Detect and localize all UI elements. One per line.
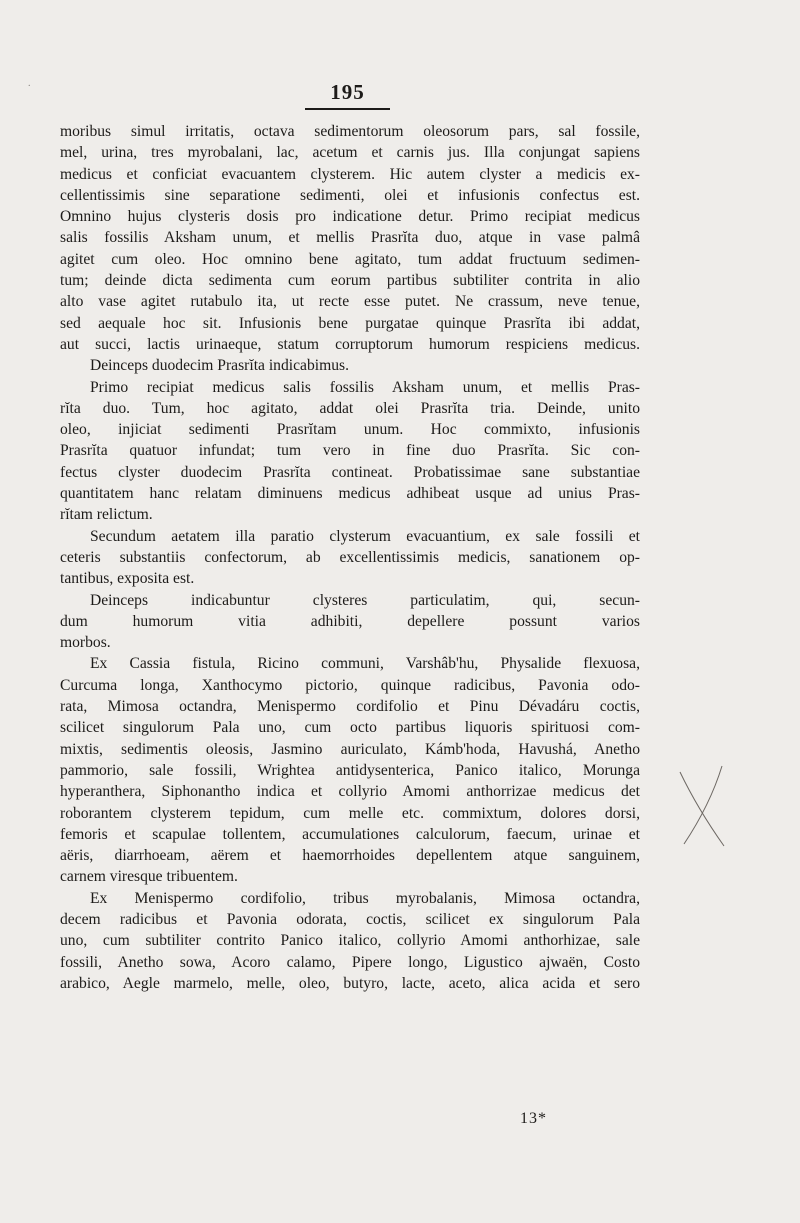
text-line: sed aequale hoc sit. Infusionis bene purgatae quinque Prasrĭta ibi addat, xyxy=(60,314,640,332)
text-line: tum; deinde dicta sedimenta cum eorum partibus subtiliter contrita in alio xyxy=(60,272,640,290)
text-line: roborantem clysterem tepidum, cum melle etc. commixtum, dolores dorsi, xyxy=(60,804,640,822)
text-line: dum humorum vitia adhibiti, depellere possunt varios xyxy=(60,612,640,630)
text-line: fossili, Anetho sowa, Acoro calamo, Pipere longo, Ligustico ajwaën, Costo xyxy=(60,953,640,971)
text-line: quantitatem hanc relatam diminuens medicus adhibeat usque ad unius Pras- xyxy=(60,485,640,503)
text-line: Curcuma longa, Xanthocymo pictorio, quinque radicibus, Pavonia odo- xyxy=(60,676,640,694)
text-line: Ex Cassia fistula, Ricino communi, Varshâb'hu, Physalide flexuosa, xyxy=(90,655,640,673)
text-line: mel, urina, tres myrobalani, lac, acetum et carnis jus. Illa conjungat sapiens xyxy=(60,144,640,162)
signature-mark: 13* xyxy=(520,1110,547,1127)
text-line: cellentissimis sine separatione sedimenti, olei et infusionis confectus est. xyxy=(60,186,640,204)
text-line: moribus simul irritatis, octava sedimentorum oleosorum pars, sal fossile, xyxy=(60,123,640,140)
text-line: Prasrĭta quatuor infundat; tum vero in fine duo Prasrĭta. Sic con- xyxy=(60,442,640,460)
text-line: rata, Mimosa octandra, Menispermo cordifolio et Pinu Dévadáru coctis, xyxy=(60,698,640,716)
page-number: 195 xyxy=(330,80,365,104)
text-line: Deinceps indicabuntur clysteres particulatim, qui, secun- xyxy=(90,591,640,609)
text-line: Omnino hujus clysteris dosis pro indicatione detur. Primo recipiat medicus xyxy=(60,208,640,226)
text-line: carnem viresque tribuentem. xyxy=(60,868,238,886)
pencil-cross-mark xyxy=(672,762,732,852)
text-line: salis fossilis Aksham unum, et mellis Prasrĭta duo, atque in vase palmâ xyxy=(60,229,640,247)
text-line: uno, cum subtiliter contrito Panico italico, collyrio Amomi anthorhizae, sale xyxy=(60,932,640,950)
text-line: fectus clyster duodecim Prasrĭta contineat. Probatissimae sane substantiae xyxy=(60,463,640,481)
text-line: pammorio, sale fossili, Wrightea antidysenterica, Panico italico, Morunga xyxy=(60,761,640,779)
text-line: mixtis, sedimentis oleosis, Jasmino auriculato, Kámb'hoda, Havushá, Anetho xyxy=(60,740,640,758)
page-number-rule xyxy=(305,108,390,110)
body-text xyxy=(60,121,640,994)
text-line: hyperanthera, Siphonantho indica et collyrio Amomi anthorrizae medicus det xyxy=(60,783,640,801)
margin-dot: . xyxy=(28,78,31,89)
text-line: arabico, Aegle marmelo, melle, oleo, butyro, lacte, aceto, alica acida et sero xyxy=(60,974,640,992)
text-line: ceteris substantiis confectorum, ab excellentissimis medicis, sanationem op- xyxy=(60,548,640,566)
text-line: tantibus, exposita est. xyxy=(60,570,195,588)
text-line: alto vase agitet rutabulo ita, ut recte esse putet. Ne crassum, neve tenue, xyxy=(60,293,640,311)
text-line: oleo, injiciat sedimenti Prasrĭtam unum. Hoc commixto, infusionis xyxy=(60,421,640,439)
text-line: rĭta duo. Tum, hoc agitato, addat olei Prasrĭta tria. Deinde, unito xyxy=(60,399,640,417)
text-line: femoris et scapulae tollentem, accumulationes calculorum, faecum, urinae et xyxy=(60,825,640,843)
text-line: Ex Menispermo cordifolio, tribus myrobalanis, Mimosa octandra, xyxy=(90,889,640,907)
text-line: aëris, diarrhoeam, aërem et haemorrhoides depellentem atque sanguinem, xyxy=(60,847,640,865)
text-line: rĭtam relictum. xyxy=(60,506,153,524)
text-line: morbos. xyxy=(60,634,111,652)
text-line: scilicet singulorum Pala uno, cum octo partibus liquoris spirituosi com- xyxy=(60,719,640,737)
text-line: decem radicibus et Pavonia odorata, coctis, scilicet ex singulorum Pala xyxy=(60,910,640,928)
text-line: Secundum aetatem illa paratio clysterum evacuantium, ex sale fossili et xyxy=(90,527,640,545)
text-line: Primo recipiat medicus salis fossilis Aksham unum, et mellis Pras- xyxy=(90,378,640,396)
text-line: Deinceps duodecim Prasrĭta indicabimus. xyxy=(90,357,349,375)
text-line: medicus et conficiat evacuantem clysterem. Hic autem clyster a medicis ex- xyxy=(60,165,640,183)
text-line: agitet cum oleo. Hoc omnino bene agitato, tum addat fructuum sedimen- xyxy=(60,250,640,268)
text-line: aut succi, lactis urinaeque, statum corruptorum humorum respiciens medicus. xyxy=(60,335,640,353)
